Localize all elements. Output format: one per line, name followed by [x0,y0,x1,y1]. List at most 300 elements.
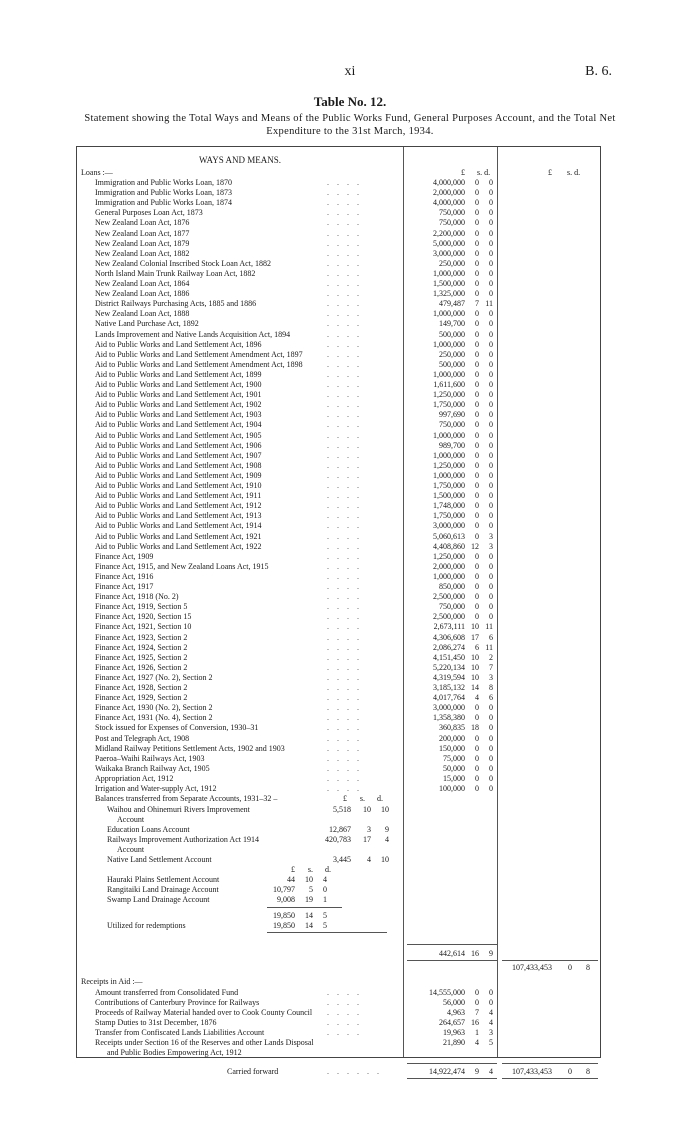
sub-balance-amount-s: 10 [305,874,313,884]
leader-dots: . . . . [327,198,362,208]
leader-dots: . . . . [327,501,362,511]
balance-amount-s: 3 [367,824,371,834]
loan-amount-s: 0 [475,460,479,470]
loan-amount-p: 750,000 [439,218,465,228]
balance-amount-d: 10 [381,804,389,814]
loan-amount-s: 0 [475,612,479,622]
loan-amount-s: 0 [475,349,479,359]
receipt-row-cont [77,1047,600,1058]
loan-amount-p: 2,086,274 [433,642,465,652]
loan-row-label: Aid to Public Works and Land Settlement Act, 1914 [95,521,262,531]
loan-amount-s: 0 [475,400,479,410]
loan-amount-p: 1,750,000 [433,400,465,410]
sub-col-header-d: d. [325,864,331,874]
loan-amount-s: 10 [471,622,479,632]
leader-dots: . . . . [327,733,362,743]
loan-amount-p: 1,000,000 [433,369,465,379]
loans-total-amount-s: 0 [568,962,572,972]
section-heading [77,155,600,167]
loans-total-amount-d: 8 [586,962,590,972]
leader-dots: . . . . [327,672,362,682]
balances-heading-label: Balances transferred from Separate Accounts, 1931–32 – [95,794,278,804]
leader-dots: . . . . [327,319,362,329]
sub-col-header-p: £ [291,864,295,874]
loans-heading-label: Loans :— [81,168,113,177]
loan-amount-s: 0 [475,713,479,723]
loan-amount-s: 6 [475,642,479,652]
leader-dots: . . . . [327,208,362,218]
loan-amount-p: 1,750,000 [433,481,465,490]
loan-row-label: New Zealand Colonial Inscribed Stock Loan Act, 1882 [95,258,271,268]
loan-amount-s: 0 [475,511,479,521]
loan-amount-s: 12 [471,541,479,551]
leader-dots: . . . . [327,551,362,561]
loan-amount-d: 0 [489,713,493,723]
receipt-amount-d: 0 [489,997,493,1007]
loan-row-label: New Zealand Loan Act, 1877 [95,228,190,238]
rule-line [267,907,342,908]
loan-row-label: New Zealand Loan Act, 1886 [95,289,190,299]
page-number: xi [344,64,356,79]
loan-amount-p: 1,500,000 [433,279,465,288]
loan-amount-s: 17 [471,632,479,642]
loans-total-amount-p: 107,433,453 [512,962,552,972]
loan-amount-s: 0 [475,188,479,198]
loan-amount-d: 11 [485,622,493,632]
loan-amount-d: 0 [489,551,493,561]
loan-row-label: Waikaka Branch Railway Act, 1905 [95,763,210,773]
leader-dots: . . . . [327,703,362,713]
balance-amount-p: 5,518 [333,804,351,814]
loan-amount-p: 250,000 [439,349,465,359]
leader-dots: . . . . [327,218,362,228]
receipt-amount-s: 0 [475,987,479,997]
balance-row-label: Native Land Settlement Account [107,854,212,864]
loan-amount-s: 0 [475,733,479,743]
loan-amount-p: 1,250,000 [433,390,465,400]
rule-line [407,1078,497,1079]
loan-amount-p: 2,673,111 [433,622,465,632]
leader-dots: . . . . [327,470,362,480]
loans-total-row [77,962,600,973]
loan-amount-d: 0 [489,319,493,329]
receipt-row-label: Contributions of Canterbury Province for Railways [95,997,260,1007]
receipt-amount-p: 264,657 [439,1017,465,1027]
loan-amount-p: 4,306,608 [433,632,465,642]
loan-amount-p: 750,000 [439,208,465,218]
loan-row-label: Finance Act, 1916 [95,571,154,581]
rule-line [407,960,497,961]
loan-amount-s: 0 [475,551,479,561]
loan-row-label: Appropriation Act, 1912 [95,773,174,783]
leader-dots: . . . . [327,430,362,440]
loan-amount-p: 3,000,000 [433,248,465,258]
loan-row-label: Finance Act, 1919, Section 5 [95,602,188,612]
col1-sd-header: s. d. [477,168,491,177]
loan-amount-d: 0 [489,279,493,288]
loan-row-label: New Zealand Loan Act, 1864 [95,279,190,288]
loan-amount-s: 0 [475,420,479,430]
balances-col-header-s: s. [359,794,365,804]
balance-row-cont-label: Account [117,814,145,824]
loan-amount-d: 0 [489,400,493,410]
loans-total-amount [502,962,598,973]
balance-amount-p: 420,783 [325,834,351,844]
loan-amount-p: 5,220,134 [433,662,465,672]
loan-amount-p: 4,000,000 [433,178,465,187]
leader-dots: . . . . [327,238,362,248]
loan-amount-d: 0 [489,773,493,783]
loan-amount-d: 0 [489,380,493,389]
leader-dots: . . . . [327,521,362,531]
leader-dots: . . . . [327,683,362,692]
receipt-amount-d: 5 [489,1037,493,1047]
col2-header-pounds: £ [548,168,552,177]
receipts-heading-label: Receipts in Aid :— [81,976,143,986]
balances-total-amount-s: 16 [471,948,479,958]
loan-amount-d: 3 [489,541,493,551]
loan-amount-p: 15,000 [443,773,465,783]
loan-amount-d: 0 [489,481,493,490]
loan-amount-d: 0 [489,309,493,319]
loan-amount-p: 250,000 [439,258,465,268]
loan-row-label: Aid to Public Works and Land Settlement Act, 1909 [95,470,262,480]
balance-row-label: Education Loans Account [107,824,190,834]
redemptions-amount-p: 19,850 [273,920,295,930]
leader-dots: . . . . [327,420,362,430]
redemptions-row-label: Utilized for redemptions [107,920,186,930]
loan-amount-s: 0 [475,248,479,258]
loan-amount-p: 750,000 [439,420,465,430]
loan-amount-s: 0 [475,501,479,511]
leader-dots: . . . . [327,329,362,339]
loan-amount-s: 0 [475,289,479,299]
loan-amount-d: 0 [489,359,493,369]
leader-dots: . . . . [327,400,362,410]
loan-amount-d: 7 [489,662,493,672]
leader-dots: . . . . [327,440,362,450]
loan-amount-s: 18 [471,723,479,733]
leader-dots: . . . . [327,622,362,632]
loan-amount-d: 0 [489,198,493,208]
leader-dots: . . . . [327,289,362,299]
loan-amount-s: 14 [471,683,479,692]
receipt-row-label: Amount transferred from Consolidated Fund [95,987,239,997]
loan-amount-s: 0 [475,339,479,349]
receipt-amount-p: 19,963 [443,1027,465,1037]
loan-amount-p: 4,017,764 [433,693,465,703]
redemptions-row [77,920,600,931]
leader-dots: . . . . . . [327,1066,382,1076]
loan-amount-d: 0 [489,561,493,571]
receipt-amount-p: 56,000 [443,997,465,1007]
loan-amount-p: 997,690 [439,410,465,420]
loan-amount-d: 0 [489,188,493,198]
balance-amount-p: 12,867 [329,824,351,834]
loan-row-label: Finance Act, 1926, Section 2 [95,662,188,672]
loan-amount-d: 0 [489,208,493,218]
sub-balance-row-label: Hauraki Plains Settlement Account [107,874,220,884]
leader-dots: . . . . [327,693,362,703]
loan-row-label: Finance Act, 1929, Section 2 [95,693,188,703]
loan-amount-d: 0 [489,753,493,763]
leader-dots: . . . . [327,390,362,400]
receipt-row-label: Receipts under Section 16 of the Reserves and other Lands Disposal [95,1037,314,1047]
receipts-heading [77,976,600,987]
loan-row-label: Aid to Public Works and Land Settlement Act, 1921 [95,531,262,541]
leader-dots: . . . . [327,612,362,622]
loan-amount-d: 0 [489,440,493,450]
loan-amount-s: 0 [475,481,479,490]
leader-dots: . . . . [327,410,362,420]
loan-amount-s: 0 [475,470,479,480]
loan-amount-p: 2,000,000 [433,188,465,198]
loan-amount-p: 1,000,000 [433,571,465,581]
leader-dots: . . . . [327,531,362,541]
loan-amount-s: 0 [475,359,479,369]
loan-amount-p: 1,358,380 [433,713,465,723]
loan-amount-p: 1,325,000 [433,289,465,299]
col1-header-p: £ [461,168,465,177]
loan-amount-s: 0 [475,753,479,763]
leader-dots: . . . . [327,248,362,258]
loan-row-label: Aid to Public Works and Land Settlement Act, 1899 [95,369,262,379]
loan-amount-p: 3,000,000 [433,703,465,713]
loan-amount-p: 2,200,000 [433,228,465,238]
loan-amount-d: 0 [489,349,493,359]
loan-row-label: Aid to Public Works and Land Settlement Act, 1911 [95,491,262,501]
loan-amount-s: 0 [475,430,479,440]
loan-amount-p: 989,700 [439,440,465,450]
leader-dots: . . . . [327,582,362,591]
loan-amount-d: 0 [489,460,493,470]
loan-amount-d: 0 [489,521,493,531]
loan-amount-p: 500,000 [439,329,465,339]
balance-row-cont-label: Account [117,844,145,854]
loan-row-label: North Island Main Trunk Railway Loan Act, 1882 [95,268,256,278]
balance-row-label: Waihou and Ohinemuri Rivers Improvement [107,804,250,814]
balances-col-header-d: d. [377,794,383,804]
loan-amount-p: 1,000,000 [433,339,465,349]
loan-amount-s: 0 [475,238,479,248]
loan-row-label: Aid to Public Works and Land Settlement Act, 1903 [95,410,262,420]
loan-amount-s: 0 [475,208,479,218]
loan-amount-d: 6 [489,632,493,642]
loan-amount-s: 0 [475,390,479,400]
loan-amount-p: 5,000,000 [433,238,465,248]
loan-amount-d: 11 [485,299,493,309]
loan-row-label: Aid to Public Works and Land Settlement Act, 1902 [95,400,262,410]
loan-row-label: Post and Telegraph Act, 1908 [95,733,190,743]
leader-dots: . . . . [327,268,362,278]
loan-amount-p: 2,000,000 [433,561,465,571]
loan-amount-p: 4,151,450 [433,652,465,662]
loan-amount-s: 10 [471,672,479,682]
loan-row-label: New Zealand Loan Act, 1876 [95,218,190,228]
sub-balance-amount-d: 4 [323,874,327,884]
loan-amount-p: 479,487 [439,299,465,309]
loan-amount-p: 5,060,613 [433,531,465,541]
loan-amount-p: 150,000 [439,743,465,753]
receipt-amount-d: 3 [489,1027,493,1037]
leader-dots: . . . . [327,349,362,359]
sub-balance-amount-s: 5 [309,884,313,894]
leader-dots: . . . . [327,632,362,642]
loan-row-label: Immigration and Public Works Loan, 1874 [95,198,232,208]
leader-dots: . . . . [327,763,362,773]
loan-row-label: Native Land Purchase Act, 1892 [95,319,199,329]
leader-dots: . . . . [327,652,362,662]
balance-amount-s: 4 [367,854,371,864]
leader-dots: . . . . [327,491,362,501]
loan-amount-p: 4,319,594 [433,672,465,682]
leader-dots: . . . . [327,987,362,997]
loan-row-label: Stock issued for Expenses of Conversion, 1930–31 [95,723,259,733]
loan-amount-d: 0 [489,582,493,591]
loan-amount-s: 0 [475,521,479,531]
loan-row-label: Midland Railway Petitions Settlement Acts, 1902 and 1903 [95,743,285,753]
loan-row-label: New Zealand Loan Act, 1882 [95,248,190,258]
receipt-amount-d: 4 [489,1017,493,1027]
sub-balance-row [77,894,600,905]
leader-dots: . . . . [327,299,362,309]
loan-amount-p: 1,611,600 [433,380,465,389]
loan-amount-d: 0 [489,784,493,793]
loan-row-label: Finance Act, 1915, and New Zealand Loans Act, 1915 [95,561,269,571]
receipt-row-cont-label: and Public Bodies Empowering Act, 1912 [107,1047,242,1057]
loan-amount-p: 1,000,000 [433,268,465,278]
loan-amount-s: 10 [471,652,479,662]
loan-amount-d: 0 [489,228,493,238]
leader-dots: . . . . [327,602,362,612]
loan-amount-p: 1,750,000 [433,511,465,521]
sub-balance-amount-p: 44 [287,874,295,884]
balance-row-label: Railways Improvement Authorization Act 1914 [107,834,259,844]
loan-amount-p: 1,000,000 [433,450,465,460]
loan-amount-p: 500,000 [439,359,465,369]
loan-row-label: Finance Act, 1931 (No. 4), Section 2 [95,713,213,723]
loan-row-label: Aid to Public Works and Land Settlement Act, 1900 [95,380,262,389]
balance-amount-p: 3,445 [333,854,351,864]
loan-amount-p: 850,000 [439,582,465,591]
loan-amount-d: 0 [489,420,493,430]
loan-row-label: Aid to Public Works and Land Settlement Act, 1896 [95,339,262,349]
loan-row-label: Finance Act, 1921, Section 10 [95,622,192,632]
loan-row-label: Paeroa–Waihi Railways Act, 1903 [95,753,205,763]
sub-balance-amount-s: 19 [305,894,313,904]
loan-amount-p: 1,748,000 [433,501,465,511]
loan-amount-s: 0 [475,450,479,460]
leader-dots: . . . . [327,460,362,470]
loan-amount-p: 1,000,000 [433,309,465,319]
loan-amount-s: 0 [475,592,479,602]
loan-amount-d: 11 [485,642,493,652]
receipt-amount-p: 4,963 [447,1007,465,1017]
table-subtitle: Statement showing the Total Ways and Means of the Public Works Fund, General Purposes Account, and the Total Net Expenditure to the 31st March, 1934. [84,113,616,137]
loan-row-label: Aid to Public Works and Land Settlement Amendment Act, 1897 [95,349,303,359]
loan-row-label: Finance Act, 1920, Section 15 [95,612,192,622]
carried-forward-row [77,1066,600,1077]
loan-amount-d: 0 [489,571,493,581]
loan-amount-p: 2,500,000 [433,612,465,622]
loan-amount-d: 0 [489,501,493,511]
rule-line [407,944,497,945]
leader-dots: . . . . [327,188,362,198]
loan-amount-d: 0 [489,369,493,379]
leader-dots: . . . . [327,713,362,723]
carried-forward-amount-2-d: 8 [586,1066,590,1076]
loan-row-label: Aid to Public Works and Land Settlement Act, 1913 [95,511,262,521]
loan-row-label: Irrigation and Water-supply Act, 1912 [95,784,217,793]
loan-row-label: Aid to Public Works and Land Settlement Act, 1901 [95,390,262,400]
loan-amount-s: 0 [475,319,479,329]
leader-dots: . . . . [327,1017,362,1027]
loan-amount-d: 0 [489,339,493,349]
sub-col-header-s: s. [307,864,313,874]
loan-row-label: District Railways Purchasing Acts, 1885 and 1886 [95,299,257,309]
loan-amount-d: 0 [489,511,493,521]
receipt-amount-s: 0 [475,997,479,1007]
sub-total-amount-p: 19,850 [273,910,295,920]
loan-amount-p: 1,250,000 [433,551,465,561]
rule-line [502,1078,598,1079]
loan-amount-d: 0 [489,410,493,420]
carried-forward-amount-1-p: 14,922,474 [429,1066,465,1076]
leader-dots: . . . . [327,662,362,672]
loan-amount-p: 1,250,000 [433,460,465,470]
loan-amount-s: 0 [475,561,479,571]
loan-row-label: General Purposes Loan Act, 1873 [95,208,203,218]
receipt-amount-d: 4 [489,1007,493,1017]
loan-amount-s: 0 [475,743,479,753]
loan-amount-d: 3 [489,672,493,682]
loan-row-label: Finance Act, 1923, Section 2 [95,632,188,642]
col2-sd-header: s. d. [567,168,581,177]
loan-row-label: Aid to Public Works and Land Settlement Act, 1922 [95,541,262,551]
carried-forward-row-label: Carried forward [227,1066,279,1076]
receipt-row-label: Transfer from Confiscated Lands Liabilities Account [95,1027,265,1037]
loan-amount-d: 0 [489,238,493,248]
redemptions-amount-s: 14 [305,920,313,930]
loan-amount-d: 0 [489,268,493,278]
leader-dots: . . . . [327,228,362,238]
loan-amount-d: 0 [489,703,493,713]
leader-dots: . . . . [327,339,362,349]
loan-amount-p: 200,000 [439,733,465,743]
rule-line [502,960,598,961]
balance-amount-s: 17 [363,834,371,844]
leader-dots: . . . . [327,309,362,319]
loan-amount-s: 0 [475,218,479,228]
leader-dots: . . . . [327,511,362,521]
carried-forward-amount-1-d: 4 [489,1066,493,1076]
loan-amount-s: 0 [475,440,479,450]
loan-amount-s: 0 [475,329,479,339]
receipt-amount-s: 1 [475,1027,479,1037]
loan-amount-p: 4,408,860 [433,541,465,551]
loan-amount-d: 3 [489,531,493,541]
leader-dots: . . . . [327,279,362,288]
loan-row-label: Aid to Public Works and Land Settlement Act, 1905 [95,430,262,440]
loan-amount-p: 149,700 [439,319,465,329]
receipt-amount-s: 7 [475,1007,479,1017]
loan-row-label: Finance Act, 1909 [95,551,154,561]
balances-total-amount-p: 442,614 [439,948,465,958]
loan-amount-d: 0 [489,743,493,753]
leader-dots: . . . . [327,369,362,379]
loan-row-label: Finance Act, 1930 (No. 2), Section 2 [95,703,213,713]
rule-line [267,932,387,933]
